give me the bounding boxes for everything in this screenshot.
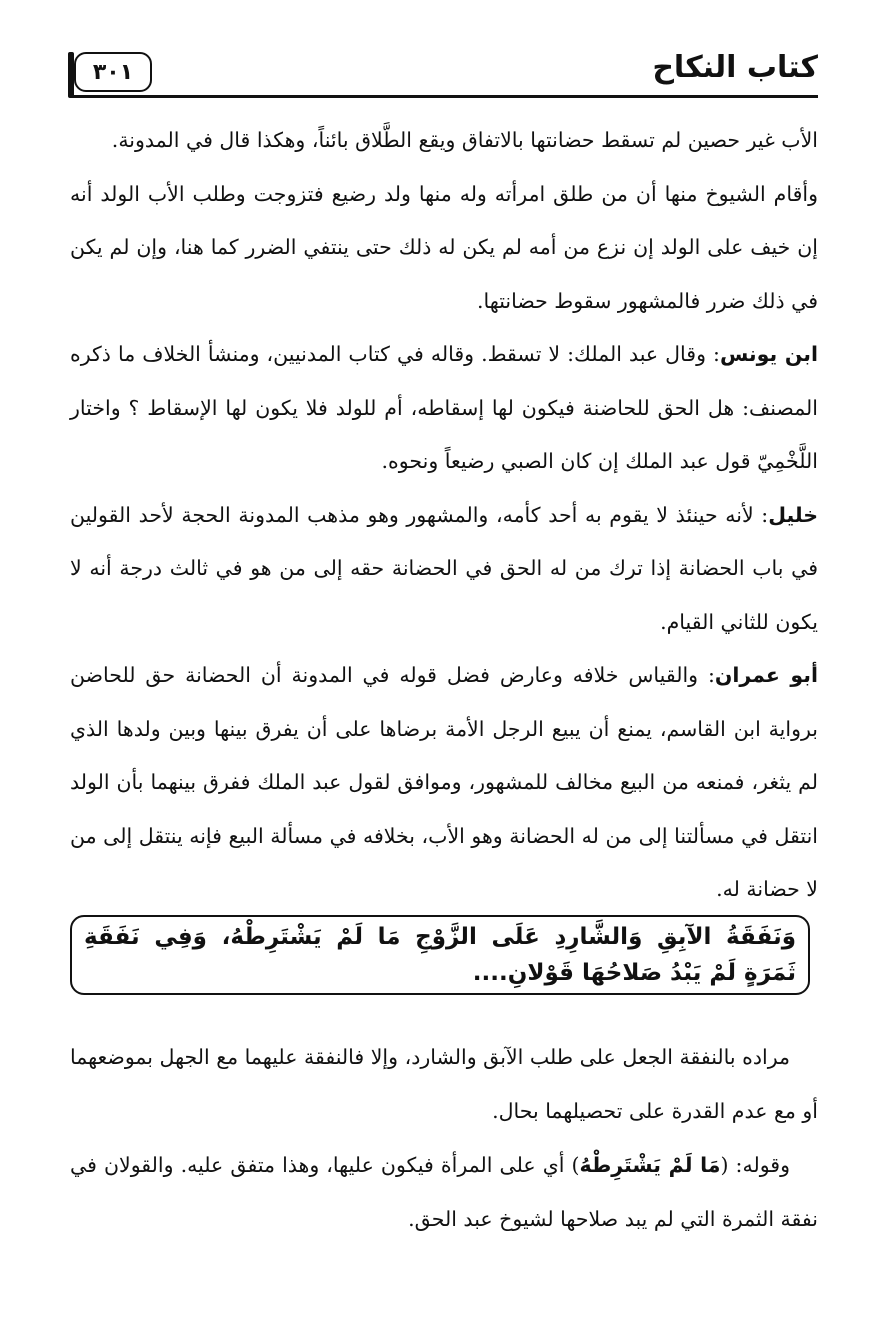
paragraph-text: : وقال عبد الملك: لا تسقط. وقاله في كتاب المدنيين، ومنشأ الخلاف ما ذكره المصنف: هل الحق للحاضنة فيكون لها إسقاطه، أم للولد فلا يكون لها الإسقاط ؟ واختار اللَّخْمِيّ قول عبد الملك إن كان الصبي رضيعاً ونحوه. <box>70 342 818 473</box>
paragraph <box>70 649 818 917</box>
matn-box <box>70 915 810 995</box>
speaker-name: ابن يونس <box>719 342 818 366</box>
speaker-name: خليل <box>768 502 818 527</box>
page-number: ٣٠١ <box>92 59 134 85</box>
header-rule <box>70 95 818 98</box>
commentary-text: ) أي على المرأة فيكون عليها، وهذا متفق عليه. والقولان في نفقة الثمرة التي لم يبد صلاحها لشيوخ عبد الحق. <box>70 1153 818 1231</box>
book-title: كتاب النكاح <box>652 50 818 85</box>
page-number-box <box>74 52 152 92</box>
commentary-paragraph <box>70 1138 818 1246</box>
paragraph-text: : لأنه حينئذ لا يقوم به أحد كأمه، والمشهور وهو مذهب المدونة الحجة لأحد القولين في باب الحضانة إذا ترك من له الحق في الحضانة حقه إلى من هو في ثالث درجة أنه لا يكون للثاني القيام. <box>70 502 818 634</box>
paragraph-text: : والقياس خلافه وعارض فضل قوله في المدونة أن الحضانة حق للحاضن برواية ابن القاسم، يمنع أن يبيع الرجل الأمة برضاها على أن يفرق بينها وبين ولدها الذي لم يثغر، فمنعه من البيع مخالف للمشهور، وموافق لقول عبد الملك ففرق بينهما بأن الولد انتقل في مسألتنا إلى من له الحضانة وهو الأب، بخلافه في مسألة البيع فإنه ينتقل إلى من لا حضانة له. <box>70 663 818 901</box>
quoted-matn: مَا لَمْ يَشْتَرِطْهُ <box>579 1153 721 1177</box>
paragraph <box>70 489 818 650</box>
matn-text: وَنَفَقَةُ الآبِقِ وَالشَّارِدِ عَلَى الزَّوْجِ مَا لَمْ يَشْتَرِطْهُ، وَفِي نَفَقَةِ ثَمَرَةٍ لَمْ يَبْدُ صَلاحُهَا قَوْلانِ.... <box>84 924 796 986</box>
main-text <box>70 114 818 917</box>
paragraph-text: وأقام الشيوخ منها أن من طلق امرأته وله منها ولد رضيع فتزوجت وطلب الأب الولد أنه إن خيف على الولد إن نزع من أمه لم يكن له ذلك حتى ينتفي الضرر كما هنا، وإن لم يكن في ذلك ضرر فالمشهور سقوط حضانتها. <box>70 181 818 313</box>
speaker-name: أبو عمران <box>714 663 818 687</box>
page-header <box>70 48 818 100</box>
commentary-paragraph: مراده بالنفقة الجعل على طلب الآبق والشارد، وإلا فالنفقة عليهما مع الجهل بموضعهما أو مع عدم القدرة على تحصيلهما بحال. <box>70 1045 818 1123</box>
paragraph <box>70 168 818 329</box>
paragraph <box>70 328 818 489</box>
commentary-text: وقوله: ( <box>720 1153 790 1177</box>
commentary <box>70 1030 818 1246</box>
paragraph <box>70 114 818 168</box>
paragraph-text: الأب غير حصين لم تسقط حضانتها بالاتفاق ويقع الطَّلاق بائناً، وهكذا قال في المدونة. <box>111 128 818 152</box>
